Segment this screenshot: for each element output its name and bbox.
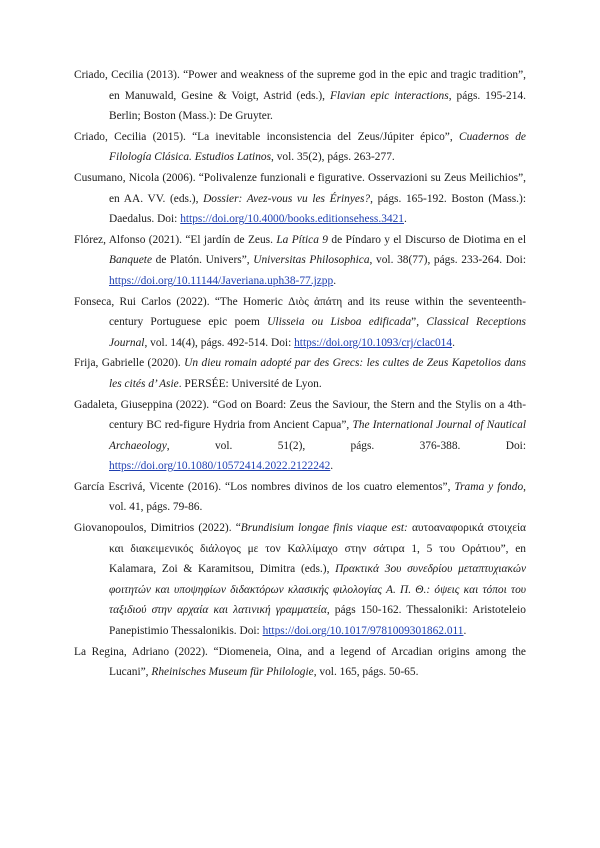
entry-text: Criado, Cecilia (2013). “Power and weakness of the supreme god in the epic and tragic tradition”, en Manuwald, Gesine & Voigt, Astrid (eds.), <box>74 69 526 102</box>
entry-title-italic: La Pítica 9 <box>276 233 328 246</box>
doi-link[interactable]: https://doi.org/10.1093/crj/clac014 <box>294 336 453 349</box>
bibliography-entry <box>74 395 526 477</box>
entry-title-italic: Ulisseia ou Lisboa edificada <box>267 316 412 329</box>
doi-link[interactable]: https://doi.org/10.4000/books.editionsehess.3421 <box>180 213 404 226</box>
entry-title-italic: Universitas Philosophica <box>253 254 370 267</box>
entry-text: , vol. 38(77), págs. 233-264. Doi: <box>369 254 527 267</box>
bibliography-list <box>74 65 526 683</box>
entry-text: , vol. 165, págs. 50-65. <box>313 666 419 679</box>
doi-link[interactable]: https://doi.org/10.1080/10572414.2022.2122242 <box>109 460 331 473</box>
entry-text: La Regina, Adriano (2022). “Diomeneia, Oina, and a legend of Arcadian origins among the Lucani”, <box>74 645 526 679</box>
entry-title-italic: Dossier: Avez-vous vu les Érinyes? <box>203 192 371 205</box>
entry-title-italic: Flavian epic interactions <box>329 89 449 102</box>
bibliography-entry <box>74 518 526 642</box>
entry-title-italic: Rheinisches Museum für Philologie <box>151 666 314 679</box>
entry-text: Frija, Gabrielle (2020). <box>74 357 185 370</box>
entry-text: . <box>333 274 337 287</box>
entry-title-italic: Classical Receptions Journal <box>109 316 526 349</box>
bibliography-entry <box>74 230 526 292</box>
bibliography-entry <box>74 292 526 354</box>
entry-text: Flórez, Alfonso (2021). “El jardín de Zeus. <box>74 233 277 246</box>
bibliography-entry <box>74 353 526 394</box>
entry-title-italic: The International Journal of Nautical Archaeology <box>109 419 526 452</box>
entry-text: ”, <box>411 316 427 329</box>
entry-text: Cusumano, Nicola (2006). “Polivalenze funzionali e figurative. Osservazioni su Zeus Meilichios”, en AA. VV. (eds.), <box>74 171 526 205</box>
doi-link[interactable]: https://doi.org/10.1017/9781009301862.011 <box>262 625 464 638</box>
bibliography-entry <box>74 127 526 168</box>
entry-text: αυτοαναφορικά στοιχεία και διακειμενικός διάλογος με τον Καλλίμαχο στην σάτιρα 1, 5 του Οράτιου”, en Kalamara, Zoi & Karamitsou, Dimitra (eds.), <box>109 522 527 576</box>
bibliography-entry <box>74 65 526 127</box>
entry-text: . <box>452 336 455 349</box>
doi-link[interactable]: https://doi.org/10.11144/Javeriana.uph38-77.jzpp <box>109 274 334 287</box>
bibliography-entry <box>74 168 526 230</box>
entry-text: , vol. 51(2), págs. 376-388. Doi: <box>166 439 526 452</box>
entry-text: Criado, Cecilia (2015). “La inevitable inconsistencia del Zeus/Júpiter épico”, <box>74 130 459 143</box>
bibliography-entry <box>74 642 526 683</box>
entry-text: García Escrivá, Vicente (2016). “Los nombres divinos de los cuatro elementos”, <box>74 480 455 493</box>
entry-text: . <box>330 460 334 473</box>
entry-text: , vol. 35(2), págs. 263-277. <box>271 151 395 164</box>
entry-text: de Píndaro y el Discurso de Diotima en el <box>328 233 526 246</box>
entry-text: , vol. 41, págs. 79-86. <box>109 480 527 514</box>
entry-title-italic: Banquete <box>109 254 153 267</box>
entry-text: , págs. 195-214. Berlin; Boston (Mass.): De Gruyter. <box>109 89 526 123</box>
entry-title-italic: Un dieu romain adopté par des Grecs: les cultes de Zeus Kapetolios dans les cités d’ Asie <box>109 357 526 390</box>
entry-text: de Platón. Univers”, <box>152 254 254 267</box>
entry-text: . <box>463 625 467 638</box>
entry-text: Giovanopoulos, Dimitrios (2022). “ <box>74 522 241 535</box>
entry-text: , págs. 165-192. Boston (Mass.): Daedalus. Doi: <box>109 192 526 226</box>
entry-title-italic: Πρακτικά 3ου συνεδρίου μεταπτυχιακών φοιτητών και υποψηφίων διδακτόρων κλασικής φιλολογίας Α. Π. Θ.: όψεις και τόποι του ταξιδιού στην αρχαία και λατινική γραμματεία <box>109 563 526 617</box>
entry-title-italic: Brundisium longae finis viaque est: <box>240 522 408 535</box>
entry-text: . PERSÉE: Université de Lyon. <box>178 377 322 390</box>
entry-text: . <box>404 213 407 226</box>
entry-title-italic: Cuadernos de Filología Clásica. Estudios Latinos <box>109 130 526 164</box>
entry-text: , vol. 14(4), págs. 492-514. Doi: <box>144 336 295 349</box>
entry-title-italic: Trama y fondo <box>454 480 524 493</box>
entry-text: Gadaleta, Giuseppina (2022). “God on Board: Zeus the Saviour, the Stern and the Stylis on a 4th-century BC red-figure Hydria from Ancient Capua”, <box>74 398 526 432</box>
bibliography-entry <box>74 477 526 518</box>
entry-text: , págs 150-162. Thessaloniki: Aristoteleio Panepistimio Thessalonikis. Doi: <box>109 604 527 638</box>
entry-text: Fonseca, Rui Carlos (2022). “The Homeric Διὸς ἀπάτη and its reuse within the seventeenth-century Portuguese epic poem <box>74 295 526 329</box>
